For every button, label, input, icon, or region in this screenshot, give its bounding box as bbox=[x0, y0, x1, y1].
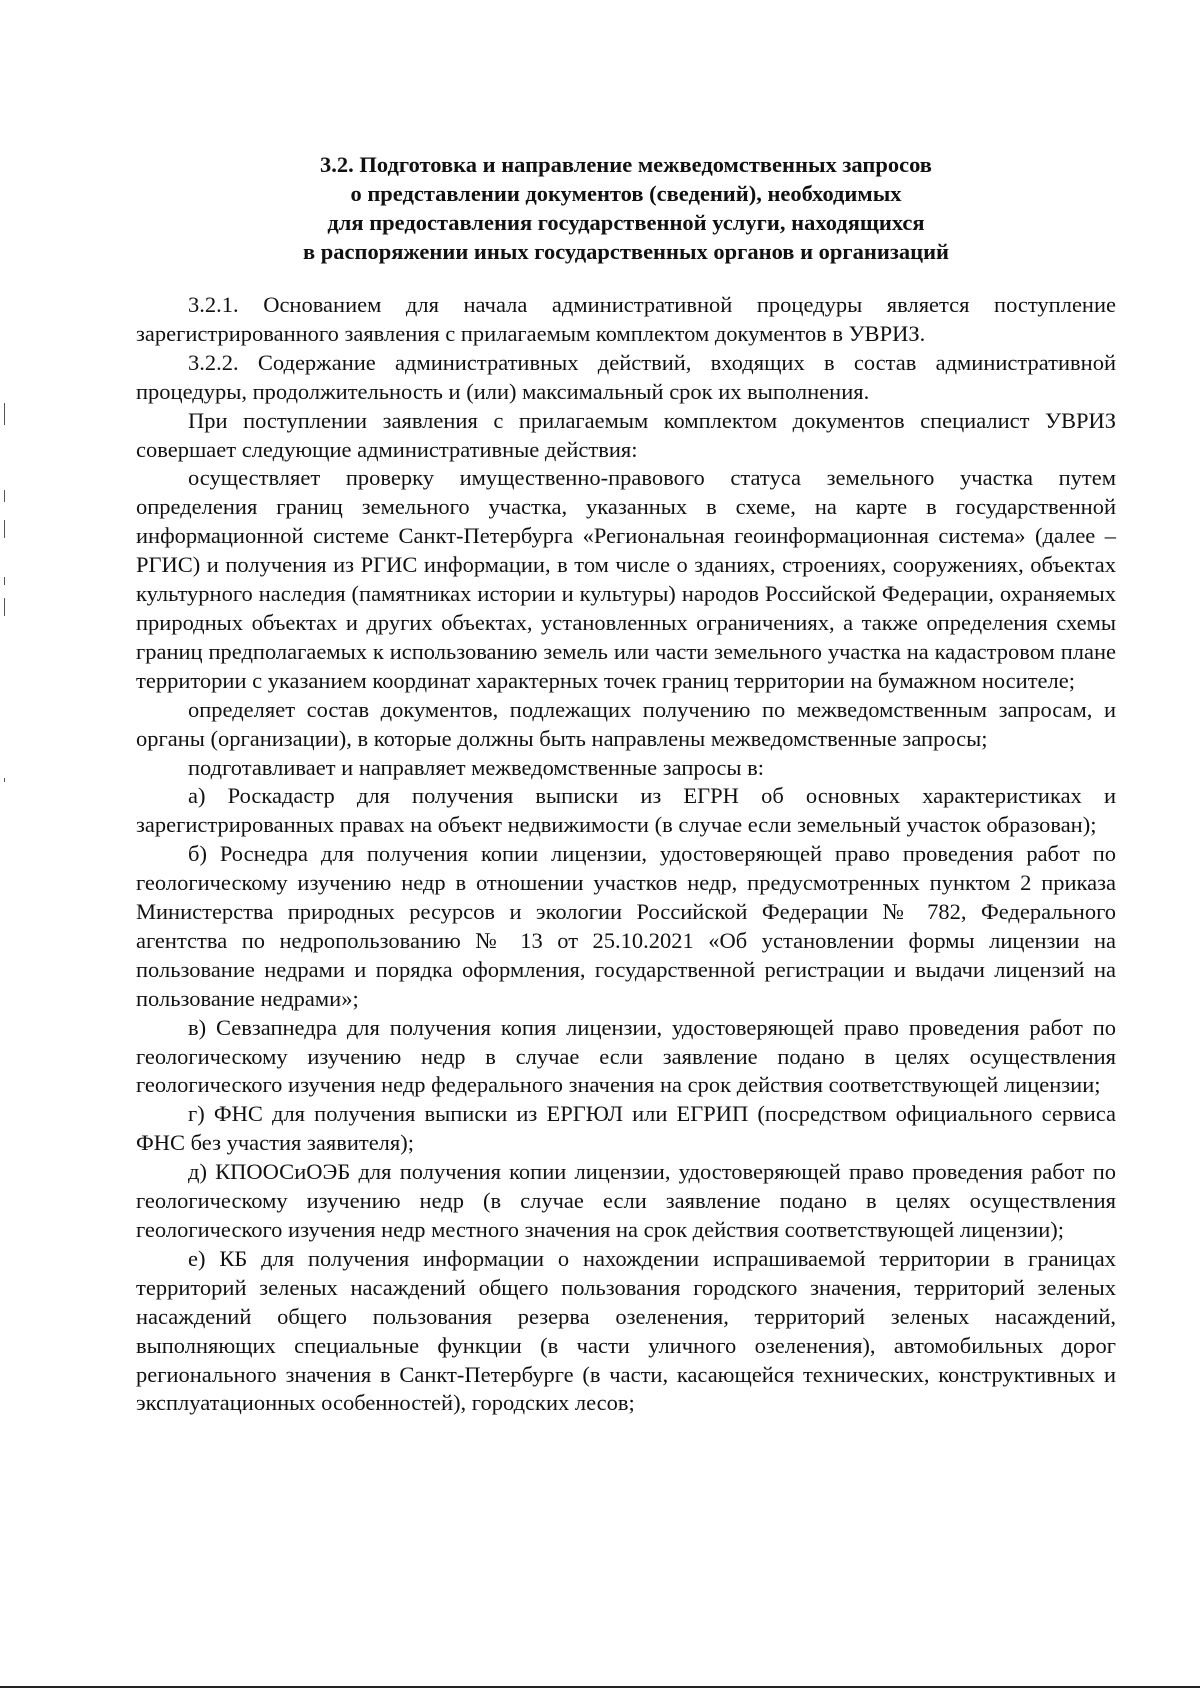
list-item-v: в) Севзапнедра для получения копия лицензии, удостоверяющей право проведения работ по геологическому изучению недр в случае если заявление подано в целях осуществления геологического изучения недр федерального значения на срок действия соответствующей лицензии; bbox=[136, 1014, 1116, 1098]
heading-line: в распоряжении иных государственных органов и организаций bbox=[302, 239, 950, 264]
paragraph-3-2-1: 3.2.1. Основанием для начала административной процедуры является поступление зарегистрированного заявления с прилагаемым комплектом документов в УВРИЗ. bbox=[136, 292, 1116, 346]
section-heading bbox=[136, 150, 1116, 266]
scan-artifact-mark bbox=[4, 577, 5, 585]
heading-line: для предоставления государственной услуги, находящихся bbox=[327, 210, 925, 235]
scan-bottom-edge bbox=[0, 1686, 1200, 1688]
list-item-e: е) КБ для получения информации о нахождении испрашиваемой территории в границах территорий зеленых насаждений общего пользования городского значения, территорий зеленых насаждений общего пользования резерва озеленения, территорий зеленых насаждений, выполняющих специальные функции (в части уличного озеленения), автомобильных дорог регионального значения в Санкт-Петербурге (в части, касающейся технических, конструктивных и эксплуатационных особенностей), городских лесов; bbox=[136, 1245, 1116, 1416]
scan-artifact-mark bbox=[4, 490, 5, 502]
heading-line: 3.2. Подготовка и направление межведомственных запросов bbox=[320, 152, 932, 177]
paragraph-intro-actions: При поступлении заявления с прилагаемым комплектом документов специалист УВРИЗ совершает следующие административные действия: bbox=[136, 407, 1116, 462]
scan-artifact-mark bbox=[4, 403, 5, 425]
heading-line: о представлении документов (сведений), необходимых bbox=[350, 181, 902, 206]
list-item-g: г) ФНС для получения выписки из ЕРГЮЛ или ЕГРИП (посредством официального сервиса ФНС без участия заявителя); bbox=[136, 1101, 1116, 1156]
paragraph-send-requests: подготавливает и направляет межведомственные запросы в: bbox=[188, 754, 765, 780]
list-item-a: а) Роскадастр для получения выписки из ЕГРН об основных характеристиках и зарегистрированных правах на объект недвижимости (в случае если земельный участок образован); bbox=[136, 783, 1116, 838]
paragraph-determine-docs: определяет состав документов, подлежащих получению по межведомственным запросам, и органы (организации), в которые должны быть направлены межведомственные запросы; bbox=[136, 696, 1116, 751]
list-item-b: б) Роснедра для получения копии лицензии, удостоверяющей право проведения работ по геологическому изучению недр в отношении участков недр, предусмотренных пунктом 2 приказа Министерства природных ресурсов и экологии Российской Федерации № 782, Федерального агентства по недропользованию № 13 от 25.10.2021 «Об установлении формы лицензии на пользование недрами и порядка оформления, государственной регистрации и выдачи лицензий на пользование недрами»; bbox=[136, 841, 1116, 1011]
document-body bbox=[136, 291, 1116, 1418]
paragraph-3-2-2: 3.2.2. Содержание административных действий, входящих в состав административной процедуры, продолжительность и (или) максимальный срок их выполнения. bbox=[136, 349, 1116, 404]
scan-artifact-mark bbox=[4, 778, 5, 782]
scan-artifact-mark bbox=[4, 520, 5, 538]
paragraph-check-status: осуществляет проверку имущественно-правового статуса земельного участка путем определения границ земельного участка, указанных в схеме, на карте в государственной информационной системе Санкт-Петербурга «Региональная геоинформационная система» (далее – РГИС) и получения из РГИС информации, в том числе о зданиях, строениях, сооружениях, объектах культурного наследия (памятниках истории и культуры) народов Российской Федерации, охраняемых природных объектах и других объектах, установленных ограничениях, а также определения схемы границ предполагаемых к использованию земель или части земельного участка на кадастровом плане территории с указанием координат характерных точек границ территории на бумажном носителе; bbox=[136, 465, 1116, 693]
scan-artifact-mark bbox=[4, 598, 5, 616]
list-item-d: д) КПООСиОЭБ для получения копии лицензии, удостоверяющей право проведения работ по геологическому изучению недр (в случае если заявление подано в целях осуществления геологического изучения недр местного значения на срок действия соответствующей лицензии); bbox=[136, 1159, 1116, 1242]
